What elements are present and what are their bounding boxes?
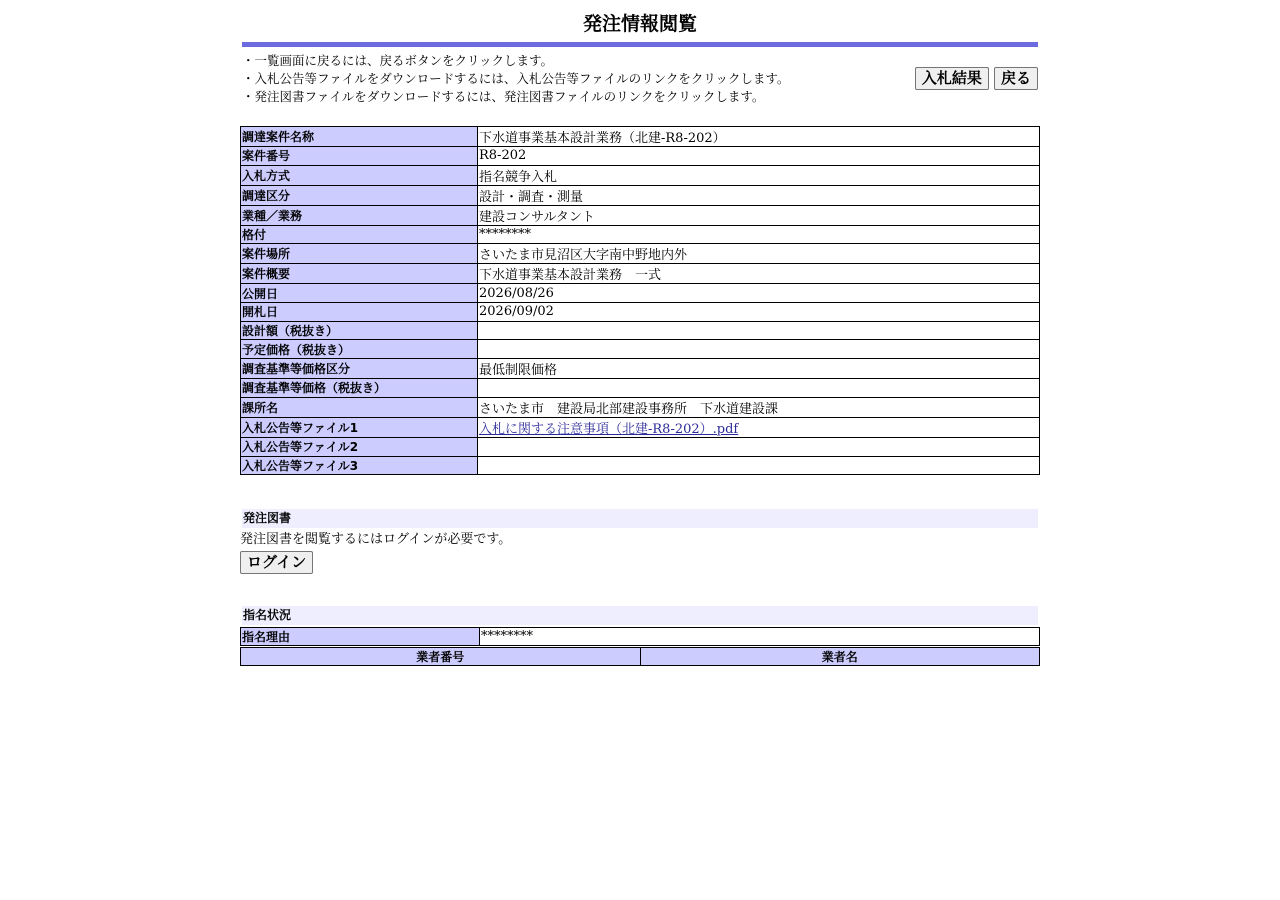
detail-label: 設計額（税抜き） — [241, 321, 478, 340]
nomination-reason-label: 指名理由 — [241, 628, 480, 646]
detail-value: ******** — [478, 225, 1040, 244]
table-row — [241, 225, 1040, 244]
detail-label: 調達区分 — [241, 185, 478, 205]
detail-value — [478, 379, 1040, 398]
column-header-vendor-name: 業者名 — [640, 648, 1040, 666]
page-container — [240, 0, 1040, 666]
detail-value: R8-202 — [478, 147, 1040, 166]
detail-value: 下水道事業基本設計業務（北建-R8-202） — [478, 127, 1040, 147]
detail-value: さいたま市見沼区大字南中野地内外 — [478, 244, 1040, 264]
table-row — [241, 127, 1040, 147]
table-row — [241, 185, 1040, 205]
table-header-row — [241, 648, 1040, 666]
table-row — [241, 456, 1040, 475]
instructions-list — [242, 52, 789, 106]
detail-value: 設計・調査・測量 — [478, 185, 1040, 205]
table-row — [241, 397, 1040, 417]
detail-label: 公開日 — [241, 284, 478, 303]
detail-label: 案件番号 — [241, 147, 478, 166]
detail-label: 課所名 — [241, 397, 478, 417]
table-row — [241, 264, 1040, 284]
detail-label: 格付 — [241, 225, 478, 244]
table-row — [241, 340, 1040, 359]
bid-results-button[interactable]: 入札結果 — [915, 67, 989, 90]
detail-value — [478, 437, 1040, 456]
action-buttons — [915, 67, 1038, 90]
login-required-note: 発注図書を閲覧するにはログインが必要です。 — [240, 532, 512, 548]
detail-label: 入札公告等ファイル2 — [241, 437, 478, 456]
table-row — [241, 284, 1040, 303]
table-row — [241, 321, 1040, 340]
table-row — [241, 147, 1040, 166]
detail-label: 案件概要 — [241, 264, 478, 284]
detail-value: さいたま市 建設局北部建設事務所 下水道建設課 — [478, 397, 1040, 417]
table-row — [241, 244, 1040, 264]
table-row — [241, 379, 1040, 398]
instructions-area — [240, 47, 1040, 126]
column-header-vendor-number: 業者番号 — [241, 648, 641, 666]
detail-label: 調達案件名称 — [241, 127, 478, 147]
detail-label: 予定価格（税抜き） — [241, 340, 478, 359]
detail-label: 入札方式 — [241, 165, 478, 185]
table-row — [241, 165, 1040, 185]
nomination-reason-table — [240, 627, 1040, 646]
detail-label: 入札公告等ファイル3 — [241, 456, 478, 475]
back-button[interactable]: 戻る — [994, 67, 1038, 90]
nomination-heading: 指名状況 — [242, 606, 1038, 625]
detail-label: 調査基準等価格（税抜き） — [241, 379, 478, 398]
detail-value: 2026/08/26 — [478, 284, 1040, 303]
login-button[interactable]: ログイン — [240, 551, 313, 574]
table-row — [241, 437, 1040, 456]
detail-label: 業種／業務 — [241, 205, 478, 225]
detail-value: 指名競争入札 — [478, 165, 1040, 185]
detail-value — [478, 321, 1040, 340]
detail-value: 2026/09/02 — [478, 303, 1040, 322]
detail-label: 入札公告等ファイル1 — [241, 417, 478, 437]
detail-value: 下水道事業基本設計業務 一式 — [478, 264, 1040, 284]
detail-value: 建設コンサルタント — [478, 205, 1040, 225]
detail-value — [478, 456, 1040, 475]
detail-value — [478, 340, 1040, 359]
order-docs-heading: 発注図書 — [242, 509, 1038, 528]
nomination-reason-value: ******** — [480, 628, 1040, 646]
table-row — [241, 205, 1040, 225]
table-row — [241, 303, 1040, 322]
detail-label: 調査基準等価格区分 — [241, 359, 478, 379]
table-row — [241, 359, 1040, 379]
nominated-vendors-table — [240, 647, 1040, 666]
table-row — [241, 417, 1040, 437]
table-row — [241, 628, 1040, 646]
notice-file-link[interactable]: 入札に関する注意事項（北建-R8-202）.pdf — [479, 421, 739, 437]
instruction-line: ・発注図書ファイルをダウンロードするには、発注図書ファイルのリンクをクリックします。 — [242, 89, 765, 104]
detail-label: 案件場所 — [241, 244, 478, 264]
detail-value: 最低制限価格 — [478, 359, 1040, 379]
page-title: 発注情報閲覧 — [582, 13, 697, 35]
project-details-table — [240, 126, 1040, 475]
detail-label: 開札日 — [241, 303, 478, 322]
instruction-line: ・入札公告等ファイルをダウンロードするには、入札公告等ファイルのリンクをクリックします。 — [242, 71, 790, 86]
detail-value — [478, 417, 1040, 437]
instruction-line: ・一覧画面に戻るには、戻るボタンをクリックします。 — [242, 53, 554, 68]
